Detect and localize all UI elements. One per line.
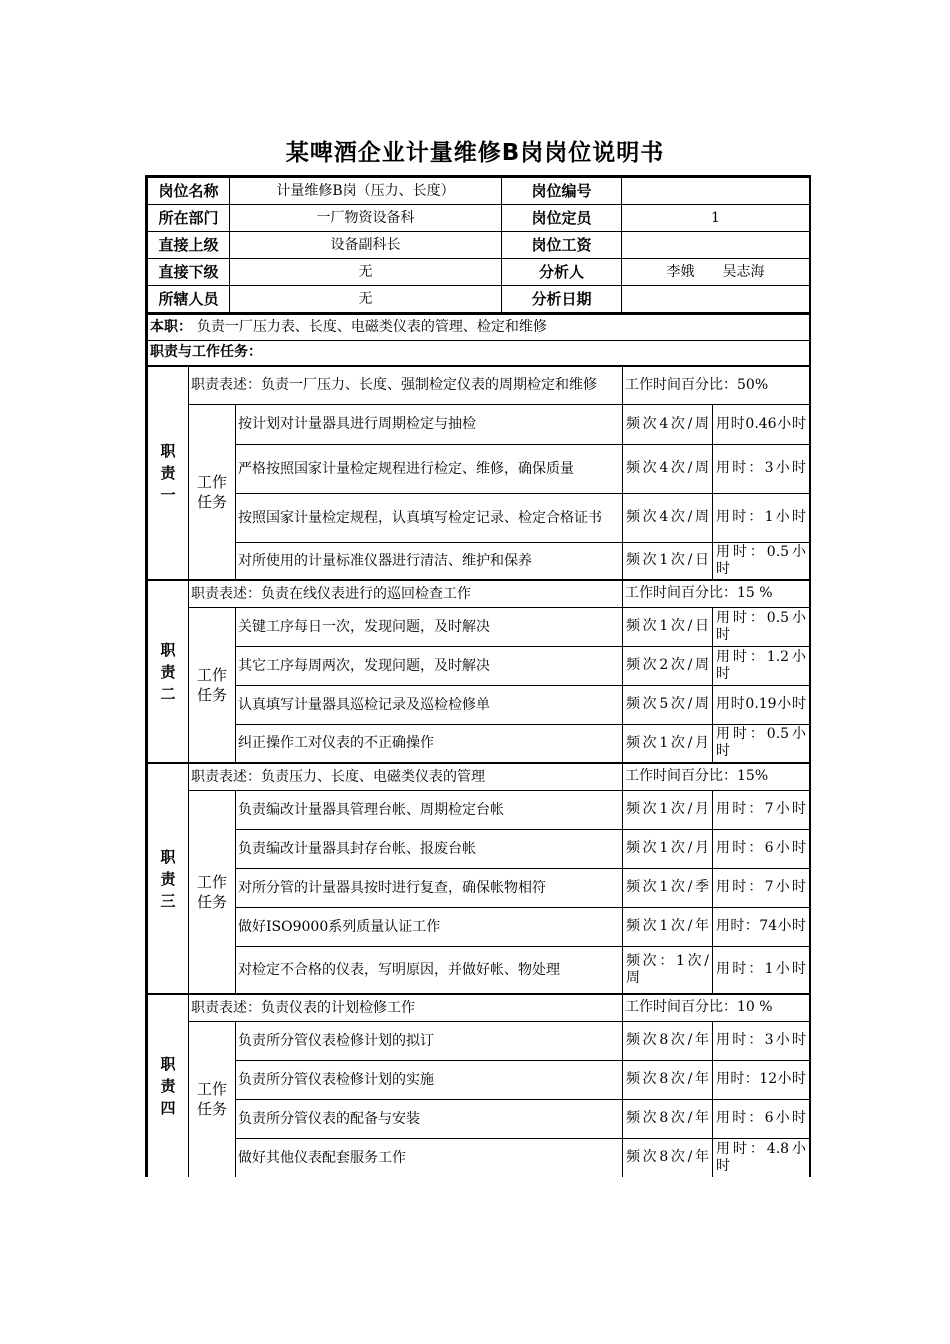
task-hours: 用时：3小时 xyxy=(713,444,810,493)
task-frequency: 频次8次/年 xyxy=(623,1138,713,1177)
task-hours: 用时：6小时 xyxy=(713,829,810,868)
header-row-staff xyxy=(148,286,810,313)
header-row-dept xyxy=(148,205,810,232)
task-text: 对所分管的计量器具按时进行复查，确保帐物相符 xyxy=(236,868,623,907)
main-duty xyxy=(148,314,810,340)
task-hours: 用时：12小时 xyxy=(713,1060,810,1099)
task-text: 按计划对计量器具进行周期检定与抽检 xyxy=(236,404,623,444)
task-text: 负责所分管仪表检修计划的实施 xyxy=(236,1060,623,1099)
task-text: 对所使用的计量标准仪器进行清洁、维护和保养 xyxy=(236,542,623,580)
task-text: 负责所分管仪表的配备与安装 xyxy=(236,1099,623,1138)
task-frequency: 频次4次/周 xyxy=(623,493,713,542)
label-position-name: 岗位名称 xyxy=(148,178,230,205)
duty-pct: 工作时间百分比：15% xyxy=(623,763,810,790)
task-text: 负责编改计量器具管理台帐、周期检定台帐 xyxy=(236,790,623,829)
task-row xyxy=(148,607,810,646)
task-hours: 用时：0.5小时 xyxy=(713,542,810,580)
task-frequency: 频次1次/月 xyxy=(623,724,713,763)
task-hours: 用时0.46小时 xyxy=(713,404,810,444)
task-text: 对检定不合格的仪表，写明原因，并做好帐、物处理 xyxy=(236,946,623,994)
label-subordinate: 直接下级 xyxy=(148,259,230,286)
duty-name-text: 职责三 xyxy=(160,847,176,910)
task-frequency: 频次2次/周 xyxy=(623,646,713,685)
task-hours: 用时：0.5小时 xyxy=(713,607,810,646)
task-text: 纠正操作工对仪表的不正确操作 xyxy=(236,724,623,763)
task-label: 工作任务 xyxy=(189,1021,236,1177)
task-hours: 用时：74小时 xyxy=(713,907,810,946)
task-hours: 用时：6小时 xyxy=(713,1099,810,1138)
label-department: 所在部门 xyxy=(148,205,230,232)
task-row xyxy=(148,1021,810,1060)
label-position-number: 岗位编号 xyxy=(502,178,622,205)
task-text: 严格按照国家计量检定规程进行检定、维修，确保质量 xyxy=(236,444,623,493)
task-frequency: 频次8次/年 xyxy=(623,1099,713,1138)
task-frequency: 频次1次/日 xyxy=(623,542,713,580)
task-text: 其它工序每周两次，发现问题，及时解决 xyxy=(236,646,623,685)
task-frequency: 频次8次/年 xyxy=(623,1021,713,1060)
label-staff: 所辖人员 xyxy=(148,286,230,313)
task-row xyxy=(148,724,810,763)
task-hours: 用时：4.8小时 xyxy=(713,1138,810,1177)
task-text: 做好ISO9000系列质量认证工作 xyxy=(236,907,623,946)
duties-table xyxy=(147,313,810,1177)
task-text: 负责编改计量器具封存台帐、报废台帐 xyxy=(236,829,623,868)
duty-desc: 职责表述：负责在线仪表进行的巡回检查工作 xyxy=(189,580,623,607)
task-label: 工作任务 xyxy=(189,404,236,580)
task-text: 做好其他仪表配套服务工作 xyxy=(236,1138,623,1177)
task-hours: 用时：1小时 xyxy=(713,946,810,994)
duty-desc: 职责表述：负责一厂压力、长度、强制检定仪表的周期检定和维修 xyxy=(189,366,623,404)
duty-name xyxy=(148,763,189,994)
header-table xyxy=(147,177,810,313)
task-hours: 用时：7小时 xyxy=(713,868,810,907)
task-frequency: 频次1次/年 xyxy=(623,907,713,946)
label-analyst: 分析人 xyxy=(502,259,622,286)
duty-name-text: 职责一 xyxy=(160,442,176,504)
page-title: 某啤酒企业计量维修B岗岗位说明书 xyxy=(285,140,665,166)
task-frequency: 频次8次/年 xyxy=(623,1060,713,1099)
task-hours: 用时：7小时 xyxy=(713,790,810,829)
task-row xyxy=(148,1099,810,1138)
task-frequency: 频次5次/周 xyxy=(623,685,713,724)
duty-name-text: 职责四 xyxy=(160,1055,176,1117)
task-row xyxy=(148,493,810,542)
task-text: 认真填写计量器具巡检记录及巡检检修单 xyxy=(236,685,623,724)
value-salary xyxy=(622,232,810,259)
task-hours: 用时0.19小时 xyxy=(713,685,810,724)
task-hours: 用时：3小时 xyxy=(713,1021,810,1060)
task-hours: 用时：1.2小时 xyxy=(713,646,810,685)
task-label: 工作任务 xyxy=(189,790,236,994)
task-row xyxy=(148,404,810,444)
value-analysis-date xyxy=(622,286,810,313)
duty-pct: 工作时间百分比：15 % xyxy=(623,580,810,607)
task-row xyxy=(148,946,810,994)
value-department: 一厂物资设备科 xyxy=(230,205,502,232)
task-text: 负责所分管仪表检修计划的拟订 xyxy=(236,1021,623,1060)
duties-header-row xyxy=(148,340,810,366)
value-staff: 无 xyxy=(230,286,502,313)
value-superior: 设备副科长 xyxy=(230,232,502,259)
task-frequency: 频次4次/周 xyxy=(623,404,713,444)
task-row xyxy=(148,444,810,493)
task-row xyxy=(148,685,810,724)
duty-desc-row xyxy=(148,994,810,1021)
duty-name xyxy=(148,994,189,1177)
job-description-sheet xyxy=(145,175,811,1177)
duty-desc: 职责表述：负责压力、长度、电磁类仪表的管理 xyxy=(189,763,623,790)
main-duty-row xyxy=(148,314,810,340)
task-frequency: 频次1次/月 xyxy=(623,790,713,829)
task-frequency: 频次1次/季 xyxy=(623,868,713,907)
value-headcount: 1 xyxy=(622,205,810,232)
label-superior: 直接上级 xyxy=(148,232,230,259)
duty-desc-row xyxy=(148,366,810,404)
task-row xyxy=(148,542,810,580)
label-analysis-date: 分析日期 xyxy=(502,286,622,313)
task-row xyxy=(148,907,810,946)
duty-pct: 工作时间百分比：10 % xyxy=(623,994,810,1021)
duties-header: 职责与工作任务： xyxy=(148,340,810,366)
task-frequency: 频次：1次/周 xyxy=(623,946,713,994)
duty-desc-row xyxy=(148,580,810,607)
task-row xyxy=(148,646,810,685)
value-analyst: 李娥 吴志海 xyxy=(622,259,810,286)
task-row xyxy=(148,1060,810,1099)
task-frequency: 频次1次/日 xyxy=(623,607,713,646)
duty-name xyxy=(148,580,189,763)
duty-desc: 职责表述：负责仪表的计划检修工作 xyxy=(189,994,623,1021)
value-position-number xyxy=(622,178,810,205)
header-row-superior xyxy=(148,232,810,259)
task-row xyxy=(148,1138,810,1177)
task-row xyxy=(148,829,810,868)
main-duty-label: 本职： xyxy=(150,318,192,335)
task-row xyxy=(148,868,810,907)
header-row-name xyxy=(148,178,810,205)
value-position-name: 计量维修B岗（压力、长度） xyxy=(230,178,502,205)
task-label: 工作任务 xyxy=(189,607,236,763)
task-text: 按照国家计量检定规程，认真填写检定记录、检定合格证书 xyxy=(236,493,623,542)
label-salary: 岗位工资 xyxy=(502,232,622,259)
header-row-subordinate xyxy=(148,259,810,286)
label-headcount: 岗位定员 xyxy=(502,205,622,232)
task-hours: 用时：1小时 xyxy=(713,493,810,542)
task-frequency: 频次4次/周 xyxy=(623,444,713,493)
duty-name xyxy=(148,366,189,580)
task-hours: 用时：0.5小时 xyxy=(713,724,810,763)
duty-name-text: 职责二 xyxy=(160,640,176,703)
duty-desc-row xyxy=(148,763,810,790)
task-row xyxy=(148,790,810,829)
value-subordinate: 无 xyxy=(230,259,502,286)
task-frequency: 频次1次/月 xyxy=(623,829,713,868)
duty-pct: 工作时间百分比：50% xyxy=(623,366,810,404)
main-duty-text: 负责一厂压力表、长度、电磁类仪表的管理、检定和维修 xyxy=(196,318,547,335)
task-text: 关键工序每日一次，发现问题，及时解决 xyxy=(236,607,623,646)
